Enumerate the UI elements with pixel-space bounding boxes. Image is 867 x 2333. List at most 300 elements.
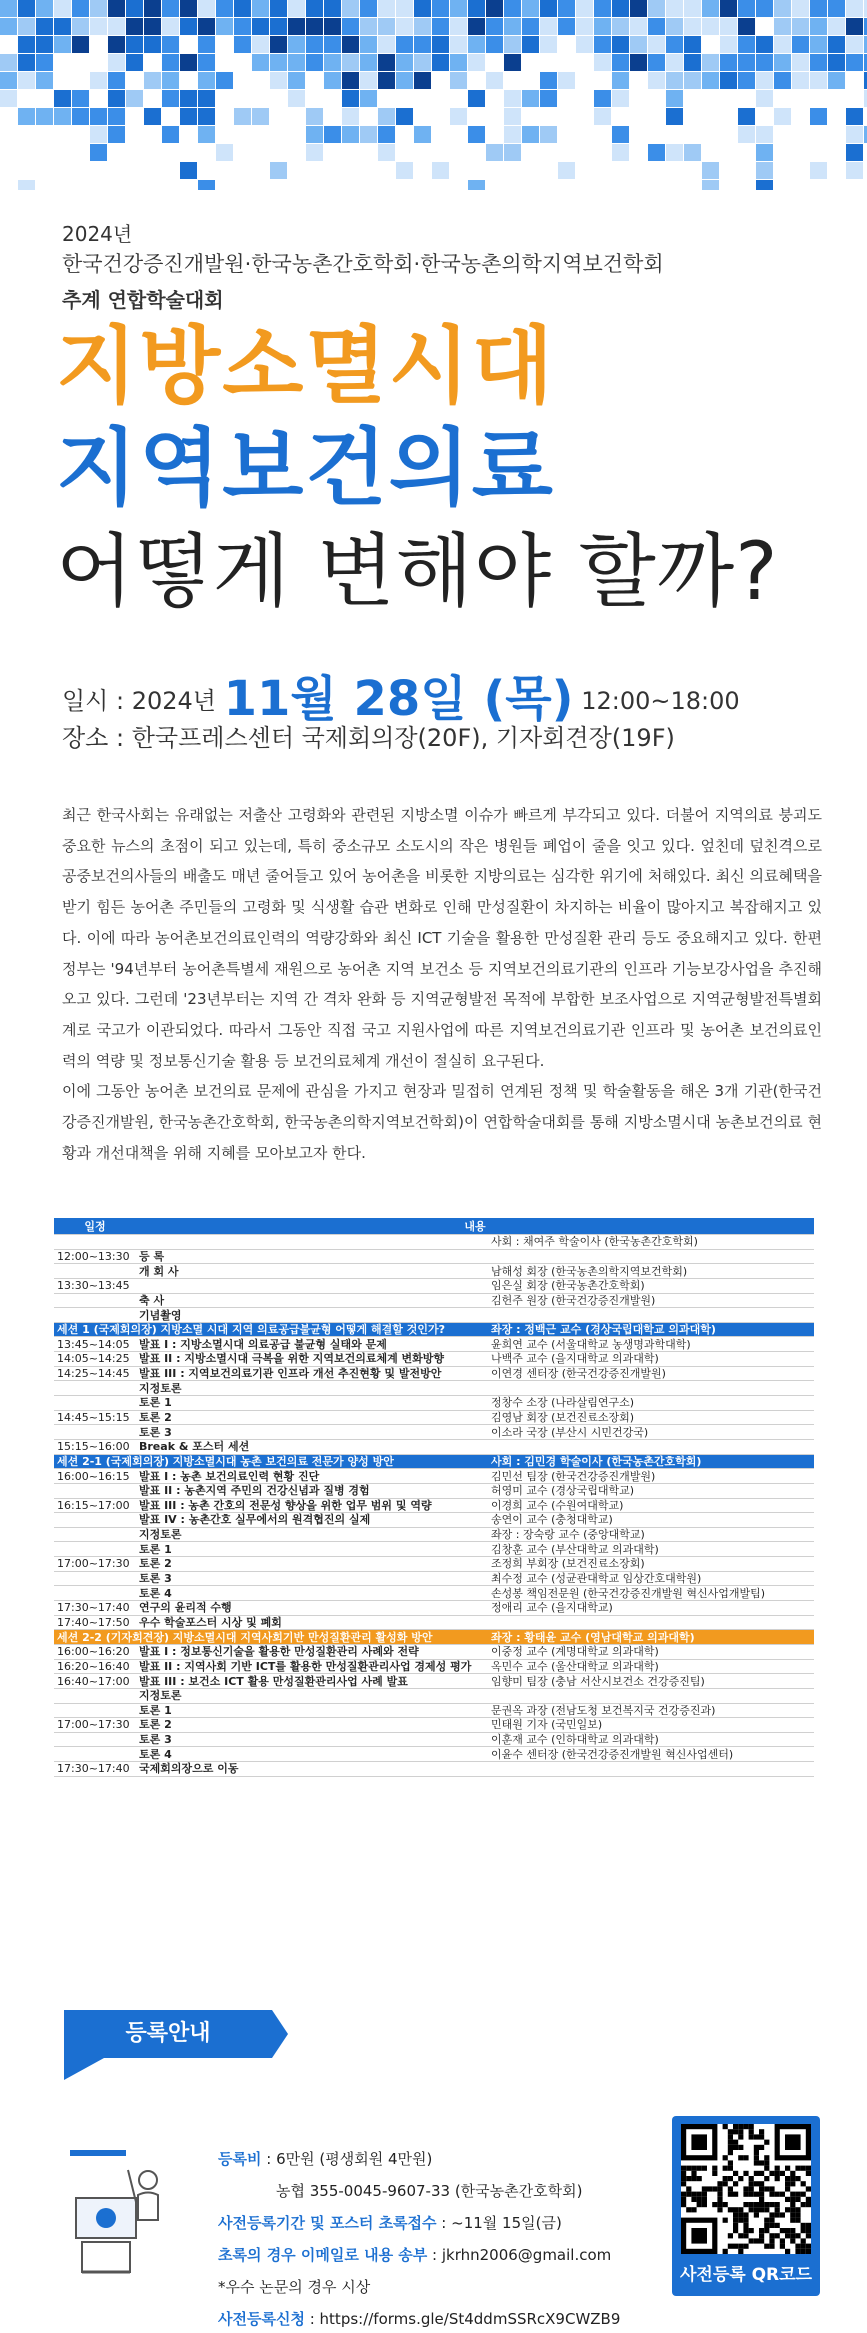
schedule-person xyxy=(488,1688,814,1703)
schedule-time xyxy=(54,1308,136,1323)
mosaic-tile xyxy=(36,108,53,125)
schedule-person xyxy=(488,1249,814,1264)
mosaic-tile xyxy=(720,18,737,35)
qr-module xyxy=(764,2244,769,2249)
mosaic-tile xyxy=(450,72,467,89)
schedule-program: 토론 3 xyxy=(136,1732,488,1747)
schedule-time: 16:20~16:40 xyxy=(54,1659,136,1674)
qr-code[interactable] xyxy=(681,2124,811,2254)
qr-module xyxy=(743,2212,748,2217)
qr-module xyxy=(723,2155,728,2160)
qr-module xyxy=(759,2207,764,2212)
qr-module xyxy=(723,2218,728,2223)
qr-module xyxy=(769,2223,774,2228)
qr-module xyxy=(754,2150,759,2155)
qr-module xyxy=(749,2129,754,2134)
qr-module xyxy=(723,2181,728,2186)
session-title: 세션 2-1 (국제회의장) 지방소멸시대 농촌 보건의료 전문가 양성 방안 xyxy=(54,1454,488,1469)
qr-module xyxy=(749,2192,754,2197)
qr-module xyxy=(801,2192,806,2197)
mosaic-tile xyxy=(396,72,413,89)
schedule-header-time: 일정 xyxy=(54,1218,136,1235)
reg-fee-label: 등록비 xyxy=(218,2150,262,2168)
schedule-time: 14:25~14:45 xyxy=(54,1366,136,1381)
qr-module xyxy=(738,2207,743,2212)
mosaic-tile xyxy=(18,180,35,190)
mosaic-tile xyxy=(774,18,791,35)
mosaic-tile xyxy=(288,72,305,89)
schedule-person: 이경희 교수 (수원여대학교) xyxy=(488,1498,814,1513)
mosaic-tile xyxy=(72,36,89,53)
session-chair: 좌장 : 황태윤 교수 (영남대학교 의과대학) xyxy=(488,1630,814,1645)
mosaic-tile xyxy=(666,36,683,53)
qr-module xyxy=(769,2171,774,2176)
qr-module xyxy=(723,2166,728,2171)
mosaic-tile xyxy=(702,18,719,35)
schedule-program: 발표 IV : 농촌간호 실무에서의 원격협진의 실제 xyxy=(136,1513,488,1528)
qr-module xyxy=(738,2129,743,2134)
qr-module xyxy=(691,2197,696,2202)
event-year: 2024년 xyxy=(62,222,133,246)
qr-module xyxy=(712,2186,717,2191)
mosaic-tile xyxy=(756,180,773,190)
mosaic-tile xyxy=(396,54,413,71)
mosaic-tile xyxy=(162,54,179,71)
qr-module xyxy=(749,2124,754,2129)
mosaic-tile xyxy=(144,0,161,17)
mosaic-tile xyxy=(702,72,719,89)
qr-module xyxy=(785,2233,790,2238)
mosaic-tile xyxy=(360,90,377,107)
schedule-row xyxy=(54,1483,814,1498)
schedule-body xyxy=(54,1218,814,1776)
mosaic-tile xyxy=(378,18,395,35)
qr-module xyxy=(775,2176,780,2181)
mosaic-tile xyxy=(144,72,161,89)
qr-module xyxy=(697,2166,702,2171)
qr-module xyxy=(749,2238,754,2243)
schedule-time: 16:00~16:15 xyxy=(54,1469,136,1484)
mosaic-tile xyxy=(198,126,215,143)
qr-module xyxy=(780,2244,785,2249)
qr-module xyxy=(738,2244,743,2249)
mosaic-tile xyxy=(270,54,287,71)
mosaic-tile xyxy=(72,108,89,125)
qr-module xyxy=(801,2181,806,2186)
qr-module xyxy=(769,2186,774,2191)
qr-module xyxy=(743,2244,748,2249)
qr-module xyxy=(785,2181,790,2186)
mosaic-tile xyxy=(720,0,737,17)
mosaic-tile xyxy=(792,54,809,71)
qr-module xyxy=(795,2176,800,2181)
mosaic-tile xyxy=(468,36,485,53)
mosaic-tile xyxy=(144,36,161,53)
mosaic-tile xyxy=(504,36,521,53)
qr-module xyxy=(686,2186,691,2191)
qr-module xyxy=(743,2155,748,2160)
schedule-person: 김영남 회장 (보건진료소장회) xyxy=(488,1410,814,1425)
mosaic-tile xyxy=(846,144,863,161)
qr-module xyxy=(759,2197,764,2202)
schedule-person: 최수정 교수 (성균관대학교 임상간호대학원) xyxy=(488,1571,814,1586)
mosaic-tile xyxy=(36,36,53,53)
schedule-row xyxy=(54,1439,814,1454)
qr-module xyxy=(785,2186,790,2191)
qr-module xyxy=(759,2145,764,2150)
qr-code-box[interactable] xyxy=(672,2116,820,2296)
qr-module xyxy=(743,2233,748,2238)
schedule-time: 16:15~17:00 xyxy=(54,1498,136,1513)
qr-module xyxy=(717,2207,722,2212)
qr-module xyxy=(754,2160,759,2165)
mosaic-tile xyxy=(558,18,575,35)
qr-module xyxy=(738,2134,743,2139)
qr-module xyxy=(795,2192,800,2197)
mosaic-tile xyxy=(450,108,467,125)
qr-module xyxy=(723,2124,728,2129)
qr-module xyxy=(806,2223,811,2228)
mosaic-tile xyxy=(504,126,521,143)
qr-module xyxy=(733,2218,738,2223)
registration-banner-tail xyxy=(272,2010,288,2058)
mosaic-tile xyxy=(306,36,323,53)
mosaic-tile xyxy=(540,18,557,35)
schedule-time xyxy=(54,1747,136,1762)
mosaic-tile xyxy=(666,144,683,161)
mosaic-tile xyxy=(738,126,755,143)
mosaic-tile xyxy=(198,108,215,125)
qr-module xyxy=(691,2166,696,2171)
schedule-time: 16:40~17:00 xyxy=(54,1674,136,1689)
mosaic-tile xyxy=(666,54,683,71)
qr-module xyxy=(790,2192,795,2197)
qr-module xyxy=(769,2202,774,2207)
mosaic-tile xyxy=(0,72,17,89)
reg-url-label: 사전등록신청 xyxy=(218,2310,305,2328)
qr-module xyxy=(702,2166,707,2171)
mosaic-tile xyxy=(828,0,845,17)
qr-module xyxy=(769,2244,774,2249)
qr-module xyxy=(728,2166,733,2171)
qr-module xyxy=(790,2171,795,2176)
mosaic-tile xyxy=(846,18,863,35)
mosaic-tile xyxy=(504,90,521,107)
mosaic-tile xyxy=(684,36,701,53)
mosaic-tile xyxy=(504,144,521,161)
mosaic-tile xyxy=(360,72,377,89)
mosaic-tile xyxy=(0,0,17,17)
mosaic-tile xyxy=(360,18,377,35)
reg-url-link[interactable]: : https://forms.gle/St4ddmSSRcX9CWZB9 xyxy=(304,2310,621,2328)
qr-module xyxy=(712,2171,717,2176)
qr-module xyxy=(795,2218,800,2223)
qr-module xyxy=(801,2238,806,2243)
qr-module xyxy=(749,2134,754,2139)
mosaic-tile xyxy=(756,162,773,179)
mosaic-tile xyxy=(504,108,521,125)
schedule-row xyxy=(54,1337,814,1352)
mosaic-tile xyxy=(756,72,773,89)
mosaic-tile xyxy=(36,18,53,35)
mosaic-tile xyxy=(486,18,503,35)
session-chair: 사회 : 김민경 학술이사 (한국농촌간호학회) xyxy=(488,1454,814,1469)
mosaic-tile xyxy=(774,72,791,89)
mosaic-tile xyxy=(594,108,611,125)
mosaic-tile xyxy=(198,54,215,71)
schedule-person xyxy=(488,1762,814,1777)
schedule-program: 발표 II : 지역사회 기반 ICT를 활용한 만성질환관리사업 경제성 평가 xyxy=(136,1659,488,1674)
mosaic-tile xyxy=(486,72,503,89)
mosaic-tile xyxy=(594,18,611,35)
mosaic-tile xyxy=(558,72,575,89)
schedule-row xyxy=(54,1249,814,1264)
qr-module xyxy=(717,2197,722,2202)
mosaic-tile xyxy=(18,108,35,125)
mosaic-tile xyxy=(54,90,71,107)
title-line-1: 지방소멸시대 xyxy=(56,317,555,415)
qr-module xyxy=(697,2176,702,2181)
mosaic-tile xyxy=(558,0,575,17)
mosaic-tile xyxy=(288,90,305,107)
mosaic-tile xyxy=(270,72,287,89)
qr-module xyxy=(769,2218,774,2223)
qr-module xyxy=(681,2192,686,2197)
mosaic-tile xyxy=(252,18,269,35)
schedule-program: 연구의 윤리적 수행 xyxy=(136,1601,488,1616)
schedule-program: 토론 1 xyxy=(136,1542,488,1557)
mosaic-tile xyxy=(342,54,359,71)
schedule-program: 토론 3 xyxy=(136,1425,488,1440)
mosaic-tile xyxy=(450,18,467,35)
mosaic-tile xyxy=(774,54,791,71)
schedule-person: 남해성 회장 (한국농촌의학지역보건학회) xyxy=(488,1264,814,1279)
organizers: 한국건강증진개발원·한국농촌간호학회·한국농촌의학지역보건학회 xyxy=(62,252,664,276)
session-chair: 좌장 : 정백근 교수 (경상국립대학교 의과대학) xyxy=(488,1322,814,1337)
qr-module xyxy=(728,2186,733,2191)
qr-module xyxy=(733,2124,738,2129)
schedule-time xyxy=(54,1586,136,1601)
mosaic-tile xyxy=(468,0,485,17)
schedule-person: 윤희연 교수 (서울대학교 농생명과학대학) xyxy=(488,1337,814,1352)
mosaic-tile xyxy=(720,54,737,71)
mosaic-tile xyxy=(324,126,341,143)
mosaic-tile xyxy=(666,0,683,17)
schedule-time: 17:40~17:50 xyxy=(54,1615,136,1630)
qr-module xyxy=(707,2186,712,2191)
mosaic-tile xyxy=(126,36,143,53)
mosaic-tile xyxy=(738,72,755,89)
qr-module xyxy=(764,2176,769,2181)
schedule-program: 개 회 사 xyxy=(136,1264,488,1279)
mosaic-tile xyxy=(90,108,107,125)
schedule-row xyxy=(54,1586,814,1601)
qr-module xyxy=(790,2181,795,2186)
mosaic-tile xyxy=(648,0,665,17)
mosaic-tile xyxy=(432,54,449,71)
qr-module xyxy=(733,2181,738,2186)
qr-module xyxy=(717,2192,722,2197)
mosaic-tile xyxy=(630,54,647,71)
qr-module xyxy=(749,2228,754,2233)
qr-module xyxy=(697,2202,702,2207)
mosaic-tile xyxy=(756,36,773,53)
mosaic-tile xyxy=(252,108,269,125)
mosaic-tile xyxy=(612,90,629,107)
mosaic-tile xyxy=(234,18,251,35)
qr-module xyxy=(775,2202,780,2207)
qr-module xyxy=(754,2207,759,2212)
qr-module xyxy=(785,2207,790,2212)
qr-module xyxy=(795,2212,800,2217)
mosaic-tile xyxy=(198,90,215,107)
intro-paragraph: 이에 그동안 농어촌 보건의료 문제에 관심을 가지고 현장과 밀접히 연계된 정책 및 학술활동을 해온 3개 기관(한국건강증진개발원, 한국농촌간호학회, 한국농촌의학지역보건학회)이 연합학술대회를 통해 지방소멸시대 농촌보건의료 현황과 개선대책을 위해 지혜를 모아보고자 한다. xyxy=(62,1082,822,1162)
mosaic-tile xyxy=(18,36,35,53)
mosaic-tile xyxy=(630,36,647,53)
mosaic-tile xyxy=(828,18,845,35)
schedule-time: 17:00~17:30 xyxy=(54,1718,136,1733)
schedule-person: 옥민수 교수 (울산대학교 의과대학) xyxy=(488,1659,814,1674)
qr-module xyxy=(790,2197,795,2202)
qr-module xyxy=(754,2212,759,2217)
qr-module xyxy=(723,2249,728,2254)
qr-module xyxy=(738,2145,743,2150)
mosaic-tile xyxy=(126,0,143,17)
mosaic-tile xyxy=(450,54,467,71)
mosaic-tile xyxy=(378,144,395,161)
schedule-person xyxy=(488,1615,814,1630)
mosaic-tile xyxy=(846,36,863,53)
mosaic-tile xyxy=(666,108,683,125)
mosaic-tile xyxy=(594,54,611,71)
mosaic-tile xyxy=(90,72,107,89)
mosaic-tile xyxy=(576,18,593,35)
mosaic-tile xyxy=(414,72,431,89)
mosaic-tile xyxy=(756,144,773,161)
qr-module xyxy=(780,2192,785,2197)
qr-module xyxy=(806,2186,811,2191)
mosaic-tile xyxy=(378,108,395,125)
mosaic-tile xyxy=(270,18,287,35)
intro-paragraph: 최근 한국사회는 유래없는 저출산 고령화와 관련된 지방소멸 이슈가 빠르게 부각되고 있다. 더불어 지역의료 붕괴도 중요한 뉴스의 초점이 되고 있는데, 특히 중소규모 소도시의 작은 병원들 폐업이 줄을 잇고 있다. 엎친데 덮친격으로 공중보건의사들의 배출도 매년 줄어들고 있어 농어촌을 비롯한 지방의료는 심각한 위기에 처해있다. 최신 의료혜택을 받기 힘든 농어촌 주민들의 고령화 및 식생활 습관 변화로 인해 만성질환이 차지하는 비율이 많아지고 복잡해지고 있다. 이에 따라 농어촌보건의료인력의 역량강화와 최신 ICT 기술을 활용한 만성질환 관리 등도 중요해지고 있다. 한편 정부는 '94년부터 농어촌특별세 재원으로 농어촌 지역 보건소 등 지역보건의료기관의 인프라 기능보강사업을 추진해오고 있다. 그런데 '23년부터는 지역 간 격차 완화 등 지역균형발전 목적에 부합한 보조사업으로 지역균형발전특별회계로 국고가 이관되었다. 따라서 그동안 직접 국고 지원사업에 따른 지역보건의료기관 인프라 및 농어촌 보건의료인력의 역량 및 정보통신기술 활용 등 보건의료체계 개선이 절실히 요구된다. xyxy=(62,806,822,1070)
schedule-header-row xyxy=(54,1218,814,1235)
mosaic-tile xyxy=(360,36,377,53)
qr-module xyxy=(759,2181,764,2186)
mosaic-tile xyxy=(36,0,53,17)
mosaic-tile xyxy=(432,162,449,179)
schedule-program: 발표 II : 농촌지역 주민의 건강신념과 질병 경험 xyxy=(136,1483,488,1498)
qr-module xyxy=(795,2233,800,2238)
qr-finder-pattern xyxy=(785,2134,801,2150)
qr-module xyxy=(780,2171,785,2176)
mosaic-tile xyxy=(342,18,359,35)
mosaic-tile xyxy=(846,54,863,71)
qr-module xyxy=(754,2238,759,2243)
qr-module xyxy=(733,2244,738,2249)
event-venue: 장소 : 한국프레스센터 국제회의장(20F), 기자회견장(19F) xyxy=(62,724,675,752)
schedule-person xyxy=(488,1381,814,1396)
schedule-person: 정애리 교수 (을지대학교) xyxy=(488,1601,814,1616)
qr-module xyxy=(749,2202,754,2207)
mosaic-tile xyxy=(342,0,359,17)
mosaic-tile xyxy=(684,72,701,89)
qr-module xyxy=(775,2233,780,2238)
mosaic-tile xyxy=(594,36,611,53)
mosaic-tile xyxy=(540,36,557,53)
qr-module xyxy=(717,2181,722,2186)
qr-module xyxy=(749,2181,754,2186)
qr-module xyxy=(795,2166,800,2171)
mosaic-tile xyxy=(522,0,539,17)
schedule-row xyxy=(54,1235,814,1250)
qr-module xyxy=(790,2207,795,2212)
mosaic-tile xyxy=(504,0,521,17)
mosaic-tile xyxy=(162,0,179,17)
qr-module xyxy=(728,2244,733,2249)
mosaic-tile xyxy=(396,162,413,179)
mosaic-tile xyxy=(162,36,179,53)
mosaic-tile xyxy=(504,54,521,71)
qr-module xyxy=(691,2207,696,2212)
qr-module xyxy=(785,2176,790,2181)
schedule-row xyxy=(54,1396,814,1411)
mosaic-tile xyxy=(432,0,449,17)
schedule-time xyxy=(54,1513,136,1528)
schedule-program: 지정토론 xyxy=(136,1381,488,1396)
qr-module xyxy=(702,2197,707,2202)
qr-module xyxy=(764,2155,769,2160)
mosaic-tile xyxy=(684,144,701,161)
date-prefix: 일시 : 2024년 xyxy=(62,687,224,715)
qr-module xyxy=(743,2223,748,2228)
mosaic-tile xyxy=(846,108,863,125)
schedule-program: 등 록 xyxy=(136,1249,488,1264)
schedule-row xyxy=(54,1659,814,1674)
mosaic-tile xyxy=(540,90,557,107)
mosaic-tile xyxy=(846,0,863,17)
qr-module xyxy=(764,2202,769,2207)
qr-module xyxy=(775,2166,780,2171)
qr-module xyxy=(733,2129,738,2134)
qr-module xyxy=(733,2212,738,2217)
reg-fee-value: : 6만원 (평생회원 4만원) xyxy=(261,2150,433,2168)
qr-module xyxy=(733,2171,738,2176)
qr-module xyxy=(728,2192,733,2197)
mosaic-tile xyxy=(288,0,305,17)
schedule-time: 13:45~14:05 xyxy=(54,1337,136,1352)
mosaic-tile xyxy=(90,18,107,35)
schedule-time: 16:00~16:20 xyxy=(54,1644,136,1659)
mosaic-tile xyxy=(306,108,323,125)
qr-module xyxy=(759,2160,764,2165)
schedule-program: 지정토론 xyxy=(136,1688,488,1703)
mosaic-tile xyxy=(270,36,287,53)
mosaic-tile xyxy=(216,72,233,89)
qr-module xyxy=(738,2124,743,2129)
schedule-program: 토론 2 xyxy=(136,1557,488,1572)
mosaic-tile xyxy=(324,0,341,17)
qr-module xyxy=(723,2202,728,2207)
reg-fee xyxy=(218,2148,432,2169)
schedule-person: 정창수 소장 (나라살림연구소) xyxy=(488,1396,814,1411)
mosaic-tile xyxy=(90,144,107,161)
mosaic-tile xyxy=(612,54,629,71)
qr-module xyxy=(702,2202,707,2207)
reg-email[interactable]: : jkrhn2006@gmail.com xyxy=(427,2246,612,2264)
schedule-time: 17:30~17:40 xyxy=(54,1601,136,1616)
mosaic-tile xyxy=(756,54,773,71)
schedule-time xyxy=(54,1264,136,1279)
